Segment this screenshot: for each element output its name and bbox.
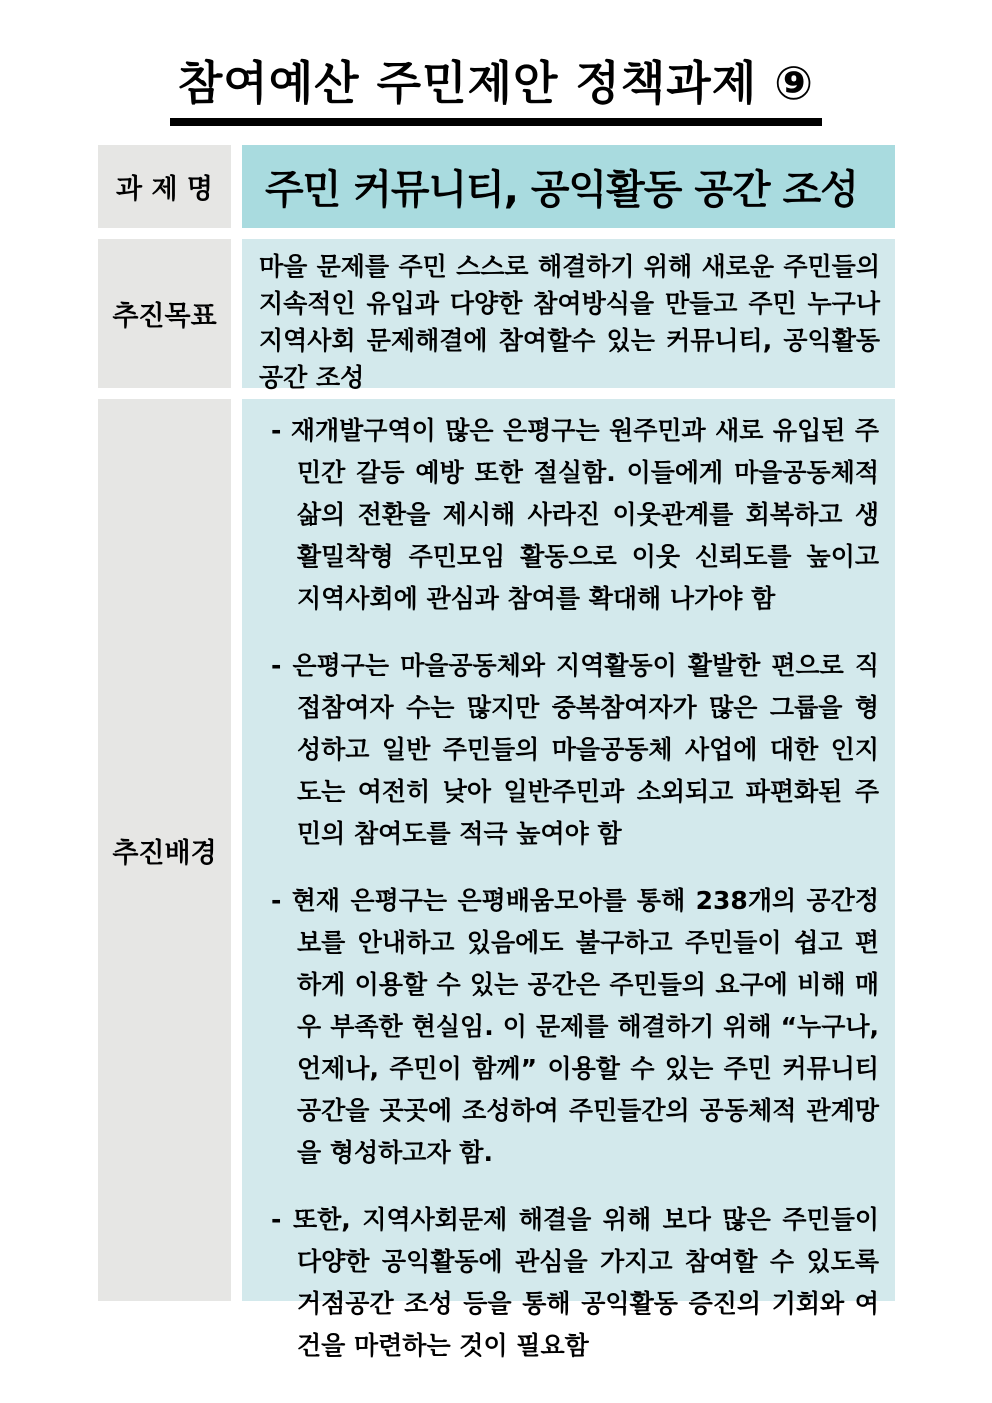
goal-value: 마을 문제를 주민 스스로 해결하기 위해 새로운 주민들의 지속적인 유입과 다양한 참여방식을 만들고 주민 누구나 지역사회 문제해결에 참여할수 있는 커뮤니티, 공익활동 공간 조성 <box>242 239 895 388</box>
task-name-value: 주민 커뮤니티, 공익활동 공간 조성 <box>242 145 895 228</box>
background-row <box>98 399 895 1361</box>
background-bullet: - 은평구는 마을공동체와 지역활동이 활발한 편으로 직접참여자 수는 많지만 중복참여자가 많은 그룹을 형성하고 일반 주민들의 마을공동체 사업에 대한 인지도는 여전히 낮아 일반주민과 소외되고 파편화된 주민의 참여도를 적극 높여야 함 <box>255 645 879 855</box>
policy-table <box>98 145 895 1361</box>
task-name-label: 과 제 명 <box>98 145 231 228</box>
goal-label: 추진목표 <box>98 239 231 388</box>
background-content <box>242 399 895 1361</box>
task-name-row <box>98 145 895 228</box>
background-bullet: - 또한, 지역사회문제 해결을 위해 보다 많은 주민들이 다양한 공익활동에 관심을 가지고 참여할 수 있도록 거점공간 조성 등을 통해 공익활동 증진의 기회와 여건을 마련하는 것이 필요함 <box>255 1199 879 1367</box>
title-section <box>0 0 992 126</box>
background-label: 추진배경 <box>98 399 231 1301</box>
page-title: 참여예산 주민제안 정책과제 ⑨ <box>170 56 822 126</box>
background-bullet: - 재개발구역이 많은 은평구는 원주민과 새로 유입된 주민간 갈등 예방 또한 절실함. 이들에게 마을공동체적 삶의 전환을 제시해 사라진 이웃관계를 회복하고 생활밀착형 주민모임 활동으로 이웃 신뢰도를 높이고 지역사회에 관심과 참여를 확대해 나가야 함 <box>255 410 879 620</box>
background-bullet: - 현재 은평구는 은평배움모아를 통해 238개의 공간정보를 안내하고 있음에도 불구하고 주민들이 쉽고 편하게 이용할 수 있는 공간은 주민들의 요구에 비해 매우 부족한 현실임. 이 문제를 해결하기 위해 “누구나, 언제나, 주민이 함께” 이용할 수 있는 주민 커뮤니티 공간을 곳곳에 조성하여 주민들간의 공동체적 관계망을 형성하고자 함. <box>255 880 879 1174</box>
goal-row <box>98 239 895 393</box>
